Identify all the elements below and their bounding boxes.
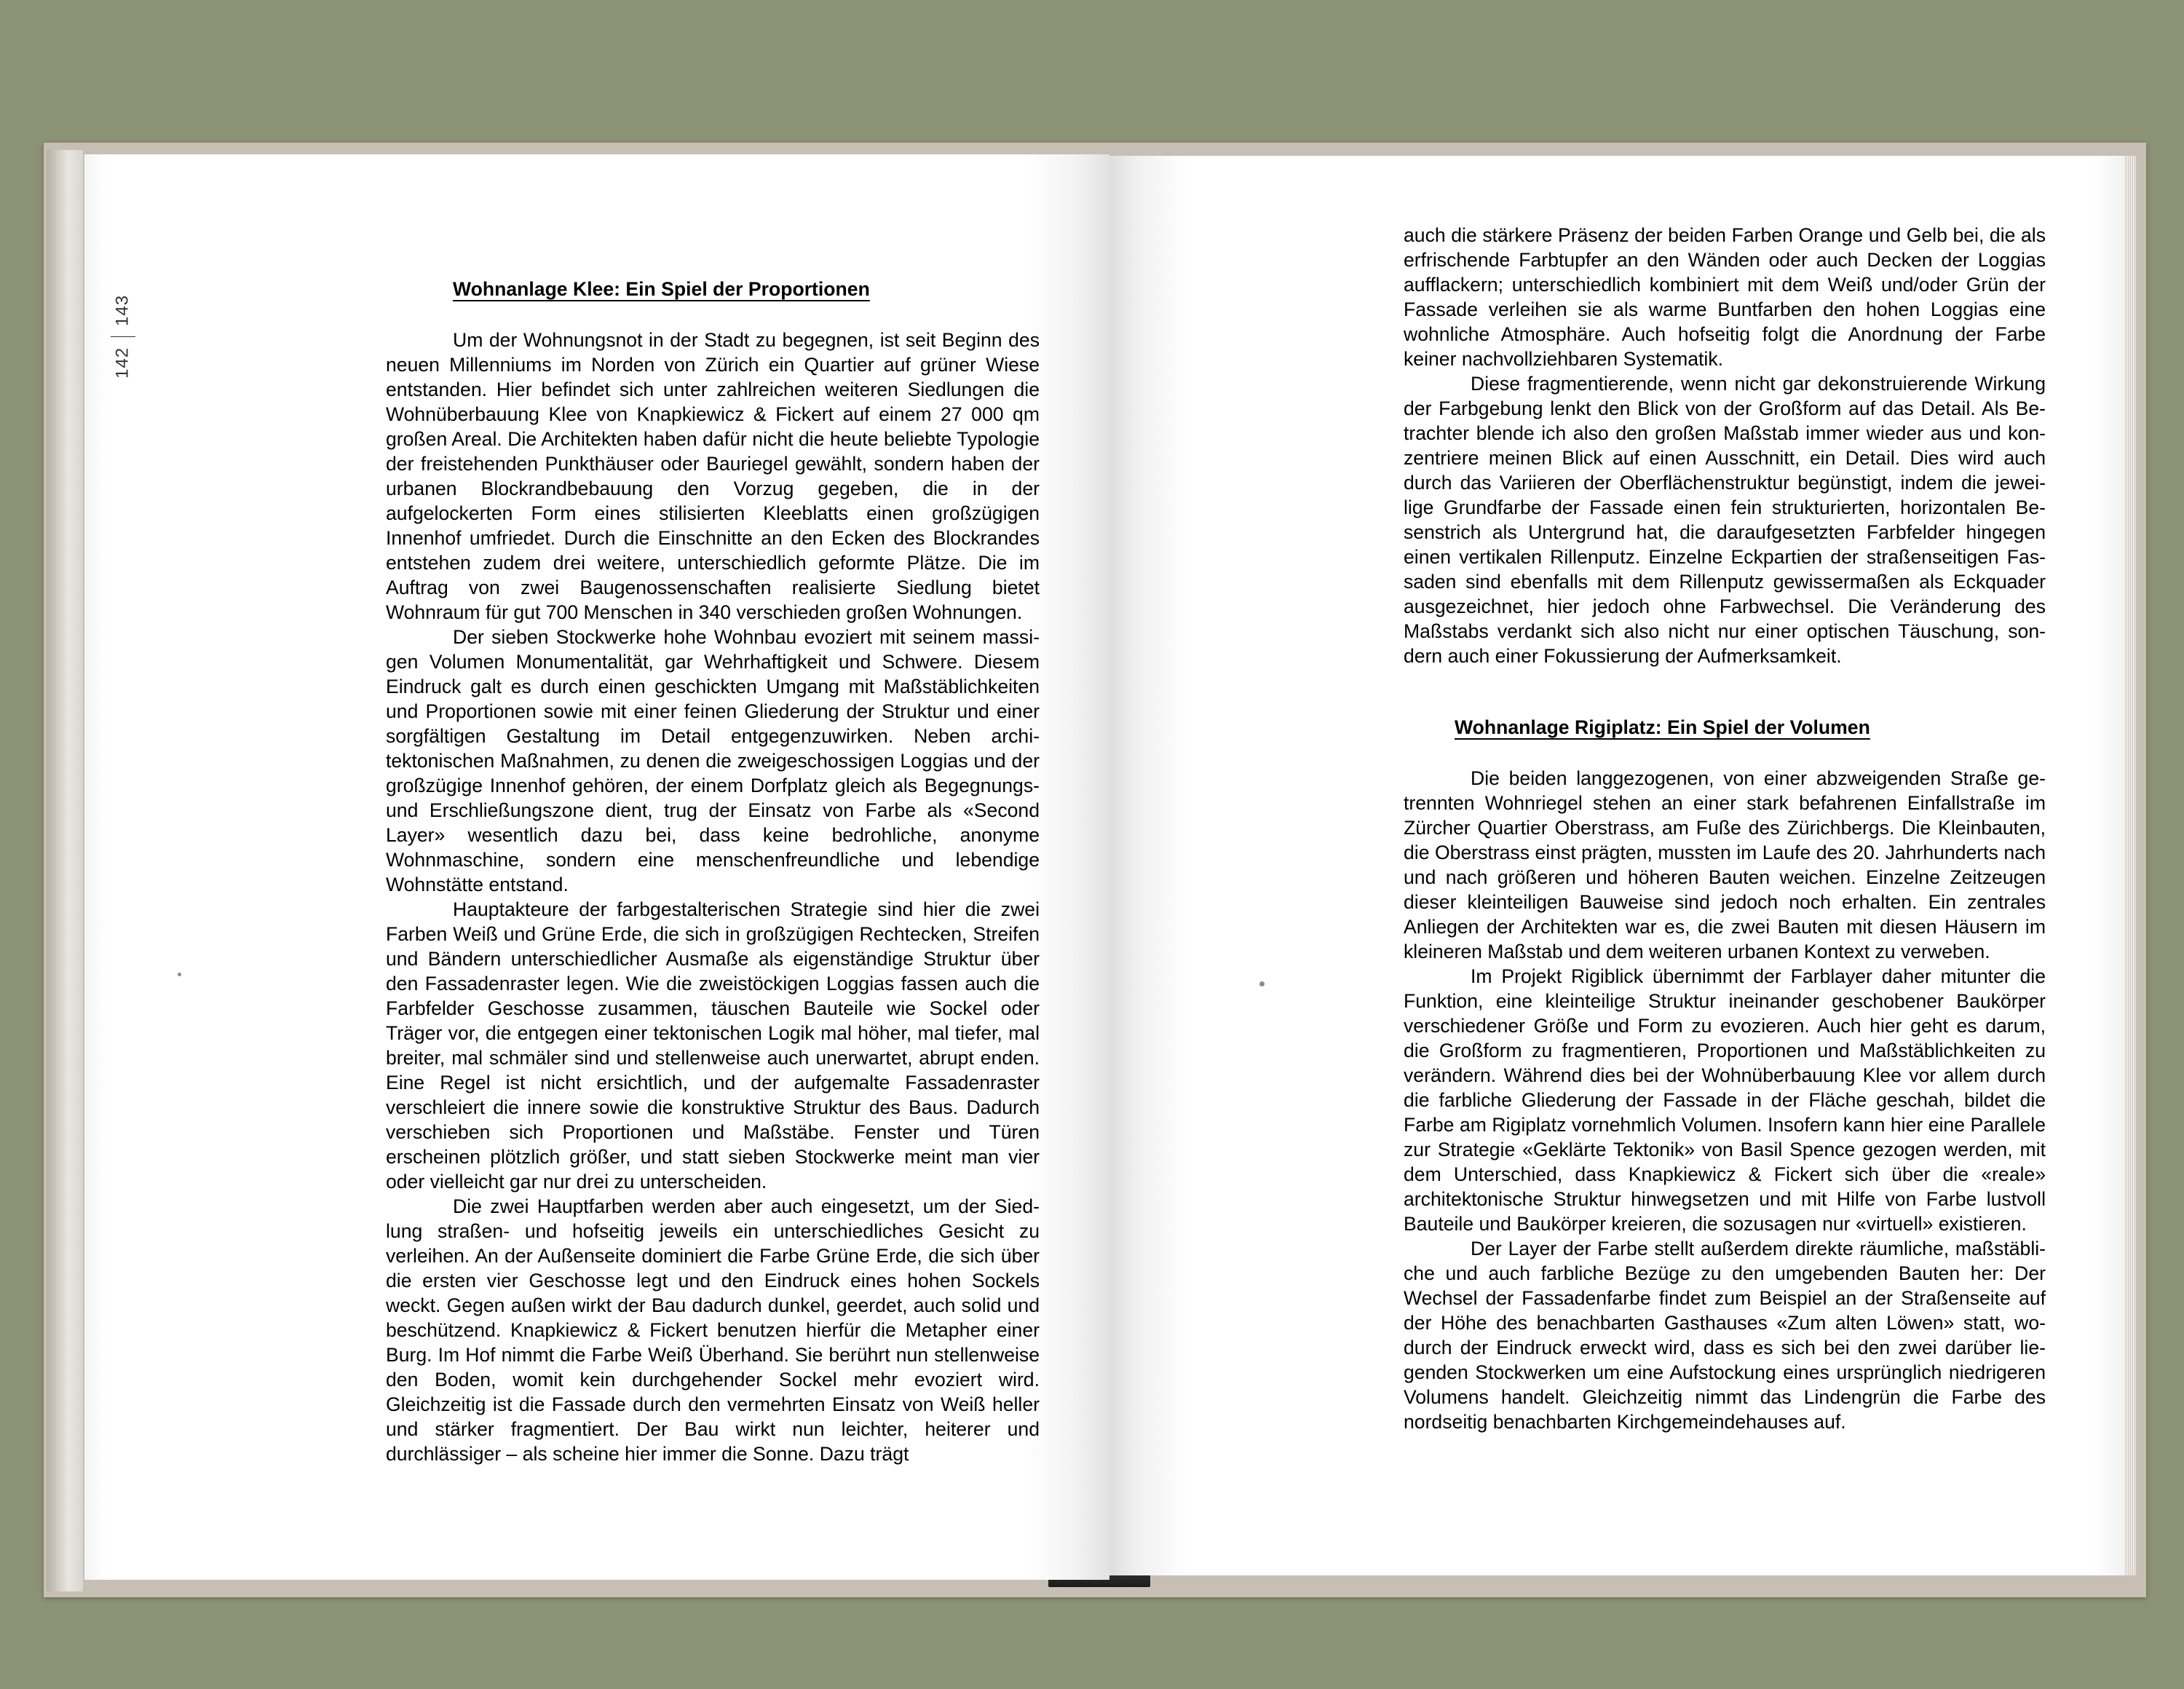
paper-speck — [178, 973, 181, 976]
section-heading-rigiplatz: Wohnanlage Rigiplatz: Ein Spiel der Volumen — [1455, 716, 1870, 738]
right-page-text — [1404, 223, 2046, 1434]
left-page-text — [386, 277, 1040, 1466]
page-number-separator — [111, 336, 135, 337]
paragraph: Die beiden langgezogenen, von einer abzweigenden Straße getrennten Wohnriegel stehen an einer stark befahrenen Einfallstraße im Zürcher Quartier Oberstrass, am Fuße des Zürichbergs. Die Kleinbauten, die Oberstrass einst prägten, mussten im Laufe des 20. Jahrhunderts nach und nach größeren und höheren Bauten weichen. Einzelne Zeitzeugen dieser kleinteiligen Bauweise sind jedoch noch erhalten. Ein zentrales Anliegen der Architekten war es, die zwei Bauten mit diesen Häusern im kleineren Maßstab und dem weiteren urbanen Kontext zu verweben. — [1404, 767, 2046, 962]
paragraph: auch die stärkere Präsenz der beiden Farben Orange und Gelb bei, die als erfrischende Farbtupfer an den Wänden oder auch Decken der Loggias aufflackern; unterschiedlich kombiniert mit dem Weiß und/oder Grün der Fassade verleihen sie als warme Buntfarben den hohen Loggias eine wohnliche Atmosphäre. Auch hofseitig folgt die Anordnung der Farbe keiner nachvollziehbaren Systematik. — [1404, 224, 2046, 370]
paragraph: Um der Wohnungsnot in der Stadt zu begegnen, ist seit Beginn des neuen Millenniums im Norden von Zürich ein Quartier auf grüner Wiese entstanden. Hier befindet sich unter zahlreichen weiteren Siedlungen die Wohnüberbauung Klee von Knapkiewicz & Fickert auf einem 27 000 qm großen Areal. Die Architekten haben dafür nicht die heute beliebte Typologie der freistehenden Punkthäuser oder Bauriegel gewählt, sondern haben der urbanen Blockrandbebauung den Vorzug gegeben, die in der aufgelockerten Form eines stilisierten Kleeblatts einen großzügigen Innenhof umfriedet. Durch die Einschnitte an den Ecken des Blockrandes entstehen zudem drei weitere, unterschiedlich geformte Plätze. Die im Auftrag von zwei Baugenossenschaften realisierte Siedlung bietet Wohnraum für gut 700 Menschen in 340 verschieden großen Wohnungen. — [386, 329, 1040, 623]
paragraph: Die zwei Hauptfarben werden aber auch eingesetzt, um der Siedlung straßen- und hofseitig jeweils ein unterschiedliches Gesicht zu verleihen. An der Außenseite dominiert die Farbe Grüne Erde, die sich über die ersten vier Geschosse legt und den Eindruck eines hohen Sockels weckt. Gegen außen wirkt der Bau dadurch dunkel, geerdet, auch solid und beschützend. Knapkiewicz & Fickert benutzen hierfür die Metapher einer Burg. Im Hof nimmt die Farbe Weiß Überhand. Sie berührt nun stellenweise den Boden, womit kein durchgehender Sockel mehr evoziert wird. Gleichzeitig ist die Fassade durch den vermehrten Einsatz von Weiß heller und stärker fragmentiert. Der Bau wirkt nun leichter, heiterer und durchlässiger – als scheine hier immer die Sonne. Dazu trägt — [386, 1195, 1040, 1465]
paragraph: Hauptakteure der farbgestalterischen Strategie sind hier die zwei Farben Weiß und Grüne Erde, die sich in großzügigen Rechtecken, Streifen und Bändern unterschiedlicher Ausmaße als eigenständige Struktur über den Fassadenraster legen. Wie die zweistöckigen Loggias fassen auch die Farbfelder Geschosse zusammen, täuschen Bauteile wie Sockel oder Träger vor, die entgegen einer tektonischen Logik mal höher, mal tiefer, mal breiter, mal schmäler sind und stellenweise auch unerwartet, abrupt enden. Eine Regel ist nicht ersichtlich, und der aufgemalte Fassadenraster verschleiert die innere sowie die konstruktive Struktur des Baus. Dadurch verschieben sich Proportionen und Maßstäbe. Fenster und Türen erscheinen plötzlich größer, und statt sieben Stockwerke meint man vier oder vielleicht gar nur drei zu unterscheiden. — [386, 898, 1040, 1192]
page-number-right: 143 — [112, 294, 132, 326]
page-edges-left — [47, 150, 83, 1591]
paragraph: Diese fragmentierende, wenn nicht gar dekonstruierende Wirkung der Farbgebung lenkt den Blick von der Großform auf das Detail. Als Betrachter blende ich also den großen Maßstab immer wieder aus und konzentriere meinen Blick auf einen Ausschnitt, ein Detail. Dies wird auch durch das Variieren der Oberflächenstruktur begünstigt, indem die jeweilige Grundfarbe der Fassade einen fein strukturierten, horizontalen Besenstrich als Untergrund hat, die daraufgesetzten Farbfelder hingegen einen vertikalen Rillenputz. Einzelne Eckpartien der straßenseitigen Fassaden sind ebenfalls mit dem Rillenputz gewissermaßen als Eckquader ausgezeichnet, hier jedoch ohne Farbwechsel. Die Veränderung des Maßstabs verdankt sich also nicht nur einer optischen Täuschung, sondern auch einer Fokussierung der Aufmerksamkeit. — [1404, 373, 2046, 667]
section-heading-klee: Wohnanlage Klee: Ein Spiel der Proportionen — [453, 278, 870, 300]
paragraph: Der sieben Stockwerke hohe Wohnbau evoziert mit seinem massigen Volumen Monumentalität, gar Wehrhaftigkeit und Schwere. Diesem Eindruck galt es durch einen geschickten Umgang mit Maßstäblichkeiten und Proportionen sowie mit einer feinen Gliederung der Struktur und einer sorgfältigen Gestaltung im Detail entgegenzuwirken. Neben architektonischen Maßnahmen, zu denen die zweigeschossigen Loggias und der großzügige Innenhof gehören, der einem Dorfplatz gleich als Begegnungs- und Erschließungszone dient, trug der Einsatz von Farbe als «Second Layer» wesentlich dazu bei, dass keine bedrohliche, anonyme Wohnmaschine, sondern eine menschenfreundliche und lebendige Wohnstätte entstand. — [386, 626, 1040, 895]
paragraph: Im Projekt Rigiblick übernimmt der Farblayer daher mitunter die Funktion, eine kleinteilige Struktur ineinander geschobener Baukörper verschiedener Größe und Form zu evozieren. Auch hier geht es darum, die Großform zu fragmentieren, Proportionen und Maßstäblichkeiten zu verändern. Während dies bei der Wohnüberbauung Klee vor allem durch die farbliche Gliederung der Fassade in der Fläche geschah, bildet die Farbe am Rigiplatz vornehmlich Volumen. Insofern kann hier eine Parallele zur Strategie «Geklärte Tektonik» von Basil Spence gezogen werden, mit dem Unterschied, dass Knapkiewicz & Fickert sich über die «reale» architektonische Struktur hinwegsetzen und mit Hilfe von Farbe lustvoll Bauteile und Baukörper kreieren, die sozusagen nur «virtuell» existieren. — [1404, 965, 2046, 1235]
page-number-left: 142 — [112, 347, 132, 379]
page-numbers — [111, 295, 135, 379]
paper-speck — [1259, 981, 1265, 986]
paragraph: Der Layer der Farbe stellt außerdem direkte räumliche, maßstäbliche und auch farbliche Bezüge zu den umgebenden Bauten her: Der Wechsel der Fassadenfarbe findet zum Beispiel an der Straßenseite auf der Höhe des benachbarten Gasthauses «Zum alten Löwen» statt, wodurch der Eindruck erweckt wird, dass es sich bei den zwei darüber liegenden Stockwerken um eine Aufstockung eines ursprünglich niedrigeren Volumens handelt. Gleichzeitig nimmt das Lindengrün die Farbe des nordseitig benachbarten Kirchgemeindehauses auf. — [1404, 1238, 2046, 1433]
page-edges-right — [2124, 156, 2136, 1575]
